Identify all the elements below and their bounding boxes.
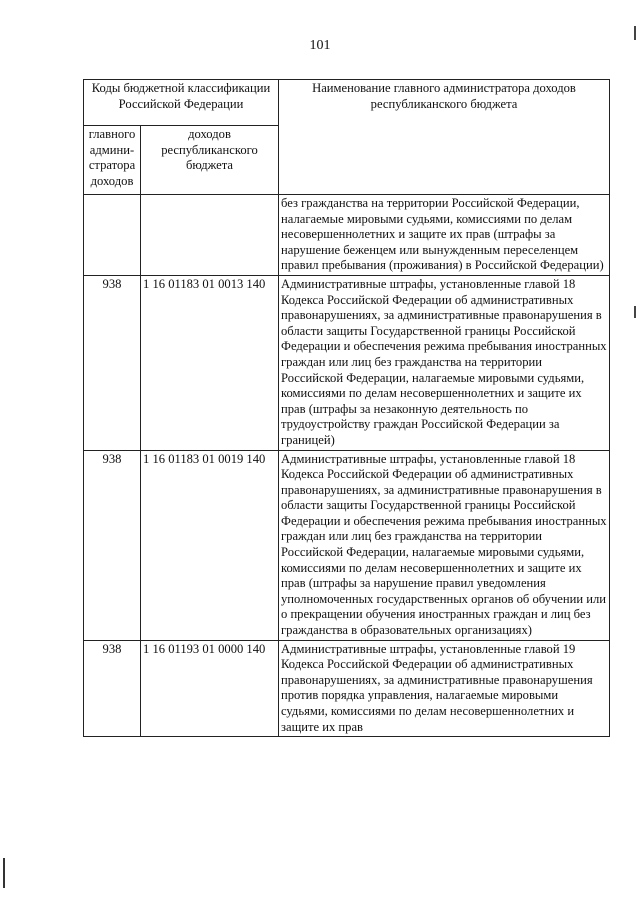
description-cell: Административные штрафы, установленные главой 18 Кодекса Российской Федерации об административных правонарушениях, за административные правонарушения в области защиты Государственной границы Российской Федерации и обеспечения режима пребывания иностранных граждан или лиц без гражданства на территории Российской Федерации, налагаемые мировыми судьями, комиссиями по делам несовершеннолетних и защите их прав (штрафы за незаконную деятельность по трудоустройству граждан Российской Федерации за границей)	[279, 275, 610, 450]
budget-classification-table	[83, 79, 610, 737]
admin-code-cell: 938	[84, 275, 141, 450]
scan-edge-mark	[634, 306, 636, 318]
header-chief-administrator: главного админи-стратора доходов	[84, 126, 141, 195]
description-cell: без гражданства на территории Российской Федерации, налагаемые мировыми судьями, комиссиями по делам несовершеннолетних и защите их прав (штрафы за нарушение беженцем или вынужденным переселенцем правил пребывания (проживания) в Российской Федерации)	[279, 195, 610, 276]
budget-code-cell	[141, 195, 279, 276]
table-row	[84, 640, 610, 737]
table-row	[84, 195, 610, 276]
admin-code-cell: 938	[84, 450, 141, 640]
scan-edge-mark	[3, 858, 5, 888]
scan-edge-mark	[634, 26, 636, 40]
description-cell: Административные штрафы, установленные главой 19 Кодекса Российской Федерации об административных правонарушениях, за административные правонарушения против порядка управления, налагаемые мировыми судьями, комиссиями по делам несовершеннолетних и защите их прав	[279, 640, 610, 737]
header-revenue-code: доходов республиканского бюджета	[141, 126, 279, 195]
description-cell: Административные штрафы, установленные главой 18 Кодекса Российской Федерации об административных правонарушениях, за административные правонарушения в области защиты Государственной границы Российской Федерации и обеспечения режима пребывания иностранных граждан или лиц без гражданства на территории Российской Федерации, налагаемые мировыми судьями, комиссиями по делам несовершеннолетних и защите их прав (штрафы за нарушение правил уведомления уполномоченных государственных органов об обучении или о прекращении обучения иностранных граждан и лиц без гражданства в образовательных организациях)	[279, 450, 610, 640]
table-row	[84, 275, 610, 450]
table-row	[84, 450, 610, 640]
budget-code-cell: 1 16 01183 01 0013 140	[141, 275, 279, 450]
admin-code-cell: 938	[84, 640, 141, 737]
page-number: 101	[309, 38, 331, 53]
budget-code-cell: 1 16 01193 01 0000 140	[141, 640, 279, 737]
admin-code-cell	[84, 195, 141, 276]
budget-code-cell: 1 16 01183 01 0019 140	[141, 450, 279, 640]
header-budget-codes: Коды бюджетной классификации Российской Федерации	[84, 80, 279, 126]
header-administrator-name: Наименование главного администратора доходов республиканского бюджета	[279, 80, 610, 195]
